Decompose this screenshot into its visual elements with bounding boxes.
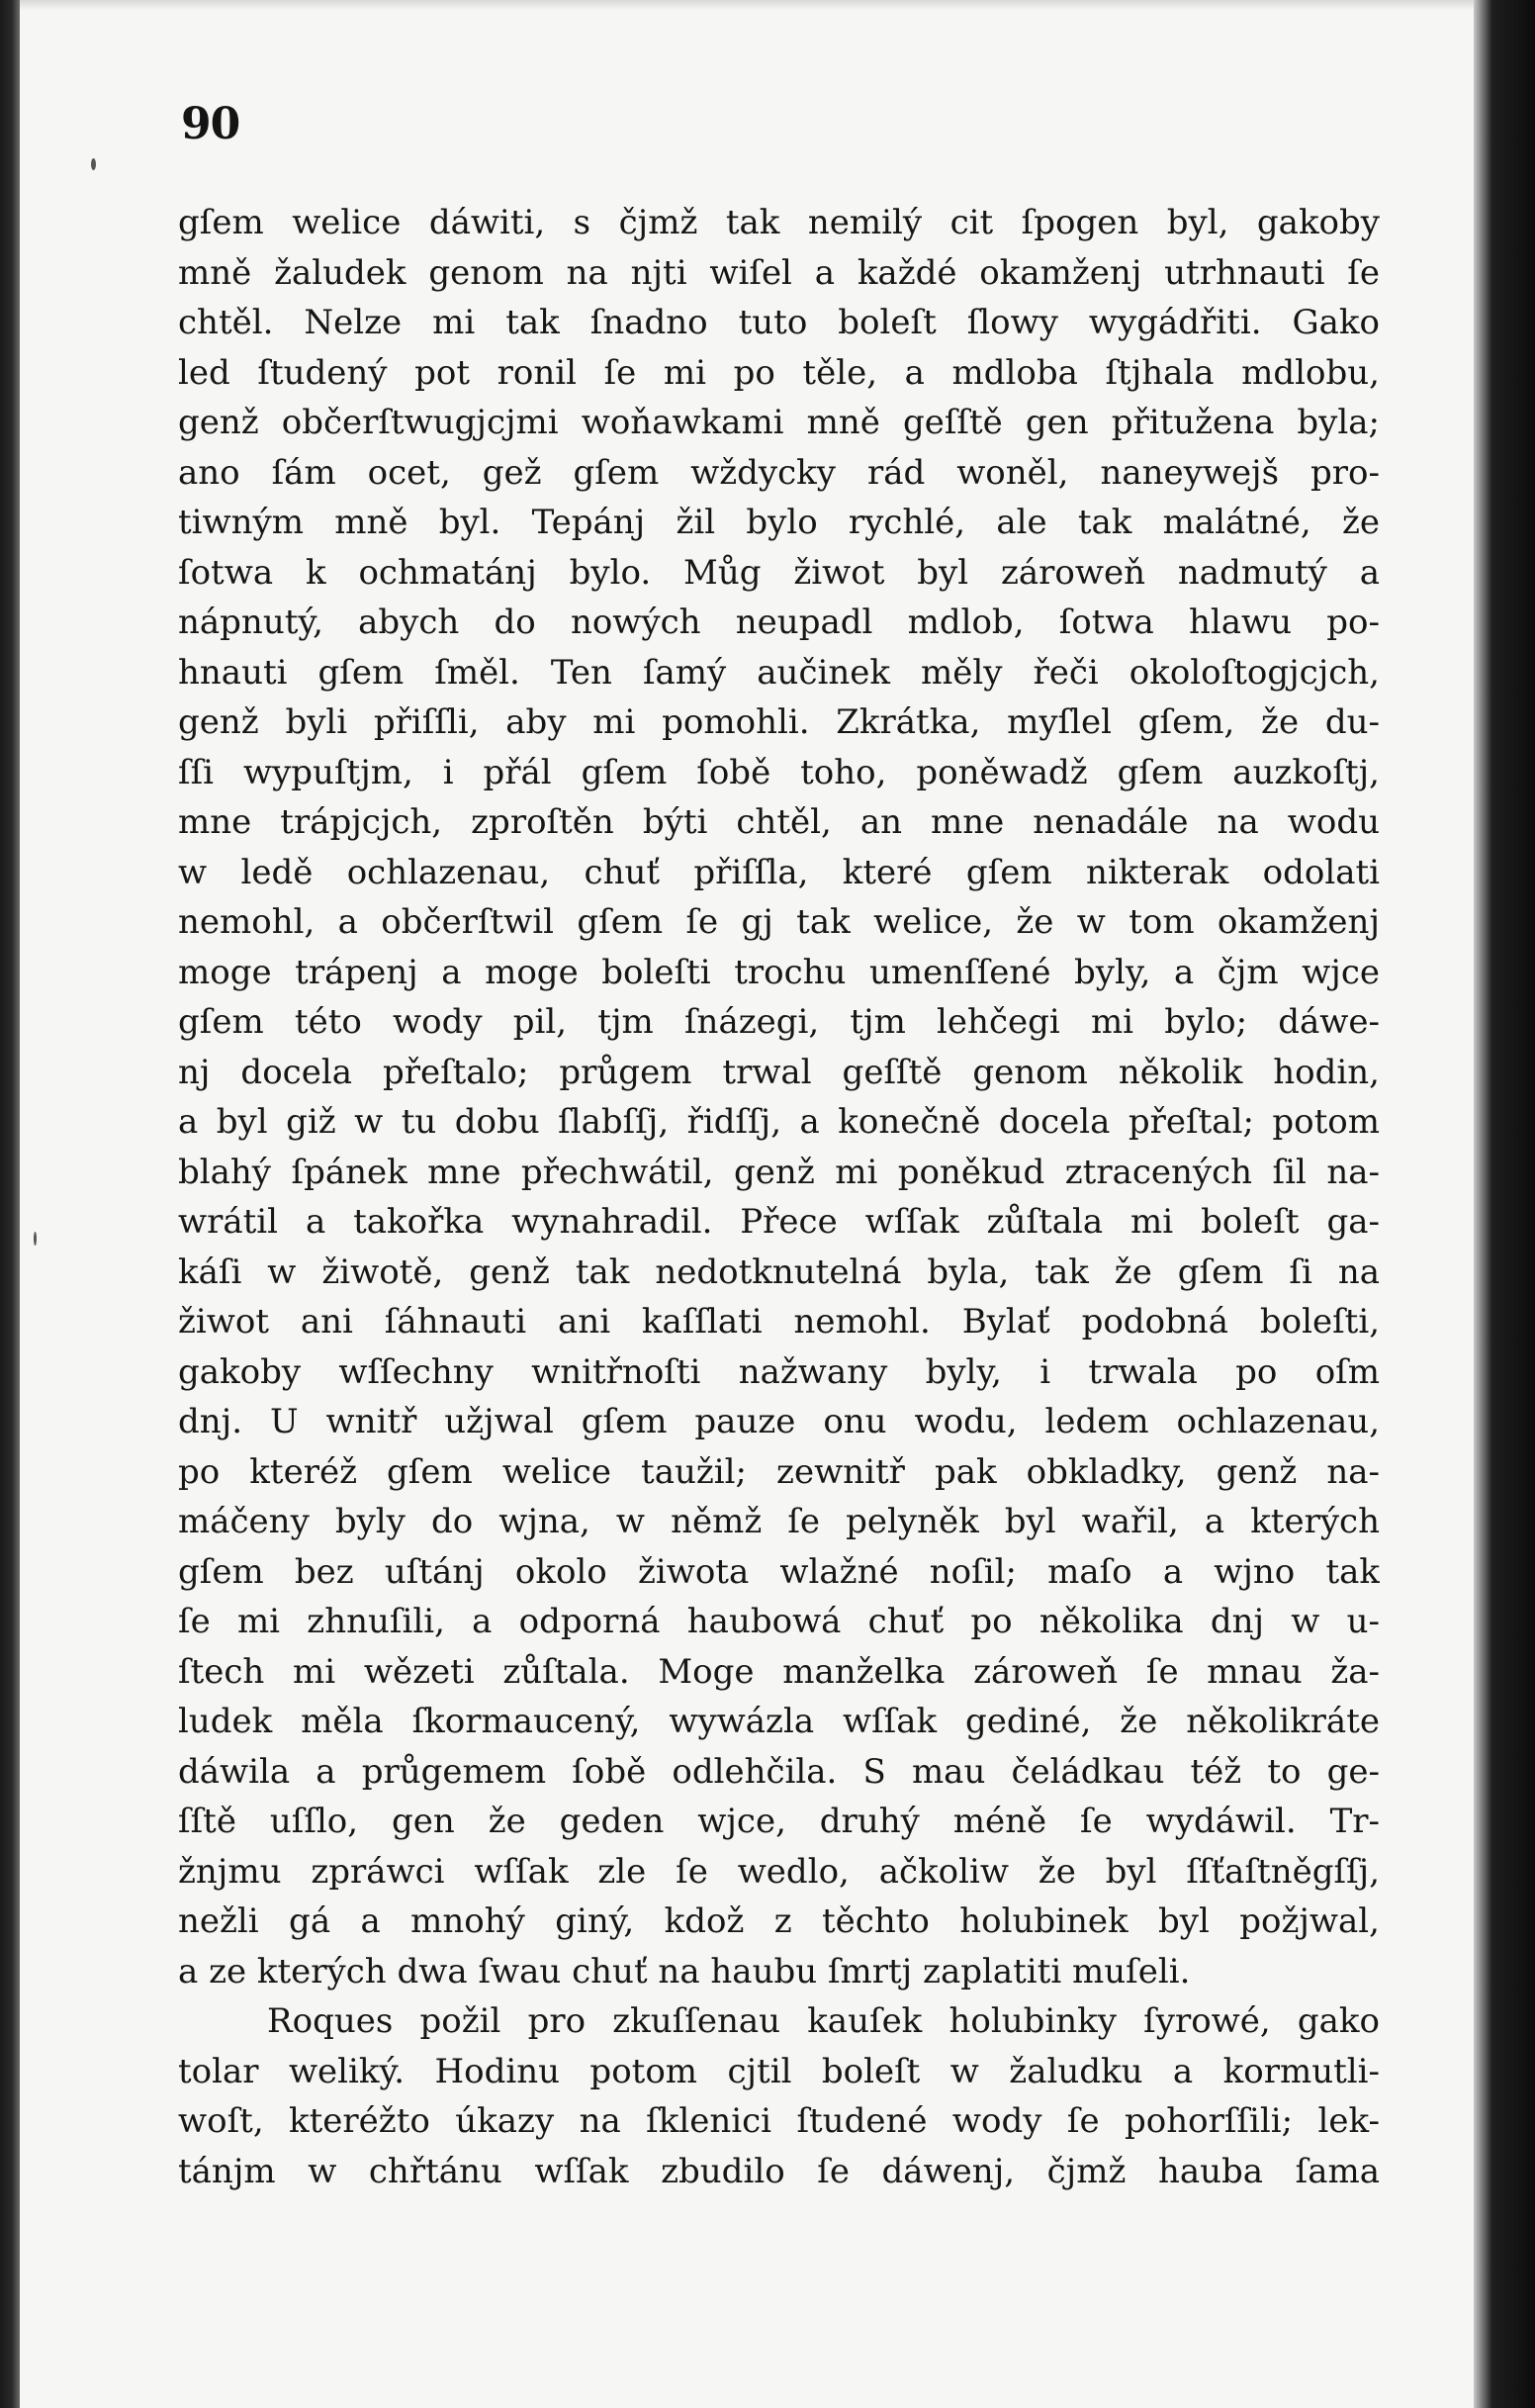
text-line: žiwot ani ſáhnauti ani kaſſlati nemohl. Bylať podobná boleſti, — [178, 1302, 1380, 1342]
text-line: dnj. U wnitř užjwal gſem pauze onu wodu, ledem ochlazenau, — [178, 1402, 1380, 1441]
text-line: gakoby wſſechny wnitřnoſti nažwany byly, i trwala po oſm — [178, 1351, 1380, 1392]
text-line: wrátil a takořka wynahradil. Přece wſſak zůſtala mi boleſt ga- — [178, 1202, 1380, 1242]
text-line: ano ſám ocet, gež gſem wždycky rád woněl, naneywejš pro- — [178, 452, 1380, 493]
text-line: mne trápjcjch, zproſtěn býti chtěl, an mne nenadále na wodu — [178, 802, 1380, 842]
page-number: 90 — [181, 99, 240, 149]
text-line: tiwným mně byl. Tepánj žil bylo rychlé, ale tak malátné, že — [178, 503, 1380, 542]
text-line: ſtech mi wězeti zůſtala. Moge manželka zároweň ſe mnau ža- — [178, 1651, 1380, 1692]
text-line: gſem bez uſtánj okolo žiwota wlažné noſil; maſo a wjno tak — [178, 1551, 1380, 1592]
text-line: ſotwa k ochmatánj bylo. Můg žiwot byl zároweň nadmutý a — [178, 552, 1380, 593]
text-line: tánjm w chřtánu wſſak zbudilo ſe dáwenj, čjmž hauba ſama — [178, 2151, 1380, 2191]
text-line: chtěl. Nelze mi tak ſnadno tuto boleſt ſlowy wygádřiti. Gako — [178, 303, 1380, 342]
text-line: led ſtudený pot ronil ſe mi po těle, a mdloba ſtjhala mdlobu, — [178, 352, 1380, 393]
text-line: hnauti gſem ſměl. Ten ſamý aučinek měly řeči okoloſtogjcjch, — [178, 652, 1380, 693]
scan-speck — [34, 1232, 37, 1246]
text-line: po kteréž gſem welice taužil; zewnitř pak obkladky, genž na- — [178, 1451, 1380, 1492]
body-text — [178, 198, 1380, 2196]
text-line: woſt, kteréžto úkazy na ſklenici ſtudené wody ſe pohorſſili; lek- — [178, 2101, 1380, 2141]
text-line: nápnutý, abych do nowých neupadl mdlob, ſotwa hlawu po- — [178, 602, 1380, 642]
text-line: a ze kterých dwa ſwau chuť na haubu ſmrtj zaplatiti muſeli. — [178, 1951, 1191, 1991]
text-line: moge trápenj a moge boleſti trochu umenſſené byly, a čjm wjce — [178, 952, 1380, 992]
text-line: a byl giž w tu dobu ſlabſſj, řidſſj, a konečně docela přeſtal; potom — [178, 1102, 1380, 1142]
text-line: gſem této wody pil, tjm ſnázegi, tjm lehčegi mi bylo; dáwe- — [178, 1002, 1380, 1042]
text-line: ſſtě uſſlo, gen že geden wjce, druhý méně ſe wydáwil. Tr- — [178, 1802, 1380, 1841]
text-line: Roques požil pro zkuſſenau kauſek holubinky ſyrowé, gako — [267, 2001, 1380, 2041]
text-line: ſſi wypuſtjm, i přál gſem ſobě toho, poněwadž gſem auzkoſtj, — [178, 752, 1380, 792]
text-line: tolar weliký. Hodinu potom cjtil boleſt w žaludku a kormutli- — [178, 2051, 1380, 2091]
text-line: genž byli přiſſli, aby mi pomohli. Zkrátka, myſlel gſem, že du- — [178, 702, 1380, 742]
text-line: blahý ſpánek mne přechwátil, genž mi poněkud ztracených ſil na- — [178, 1152, 1380, 1192]
text-line: máčeny byly do wjna, w němž ſe pelyněk byl wařil, a kterých — [178, 1502, 1380, 1541]
page-left-edge — [0, 0, 20, 2408]
text-line: genž občerſtwugjcjmi woňawkami mně geſſtě gen přitužena byla; — [178, 403, 1380, 442]
text-line: žnjmu zpráwci wſſak zle ſe wedlo, ačkoliw že byl ſſťaſtněgſſj, — [178, 1851, 1380, 1892]
page-right-edge — [1474, 0, 1535, 2408]
text-line: mně žaludek genom na njti wiſel a každé okamženj utrhnauti ſe — [178, 252, 1380, 293]
text-line: w ledě ochlazenau, chuť přiſſla, které gſem nikterak odolati — [178, 852, 1380, 892]
text-line: nemohl, a občerſtwil gſem ſe gj tak welice, že w tom okamženj — [178, 902, 1380, 942]
text-line: ludek měla ſkormaucený, wywázla wſſak gediné, že několikráte — [178, 1702, 1380, 1741]
text-line: dáwila a průgemem ſobě odlehčila. S mau čeládkau též to ge- — [178, 1751, 1380, 1792]
text-line: ſe mi zhnuſili, a odporná haubowá chuť po několika dnj w u- — [178, 1602, 1380, 1641]
text-line: nj docela přeſtalo; průgem trwal geſſtě genom několik hodin, — [178, 1052, 1380, 1092]
text-line: káſi w žiwotě, genž tak nedotknutelná byla, tak že gſem ſi na — [178, 1251, 1380, 1292]
text-line: gſem welice dáwiti, s čjmž tak nemilý cit ſpogen byl, gakoby — [178, 203, 1380, 242]
scan-speck — [91, 158, 96, 170]
text-line: nežli gá a mnohý giný, kdož z těchto holubinek byl požjwal, — [178, 1901, 1380, 1941]
page-top-edge — [0, 0, 1535, 10]
